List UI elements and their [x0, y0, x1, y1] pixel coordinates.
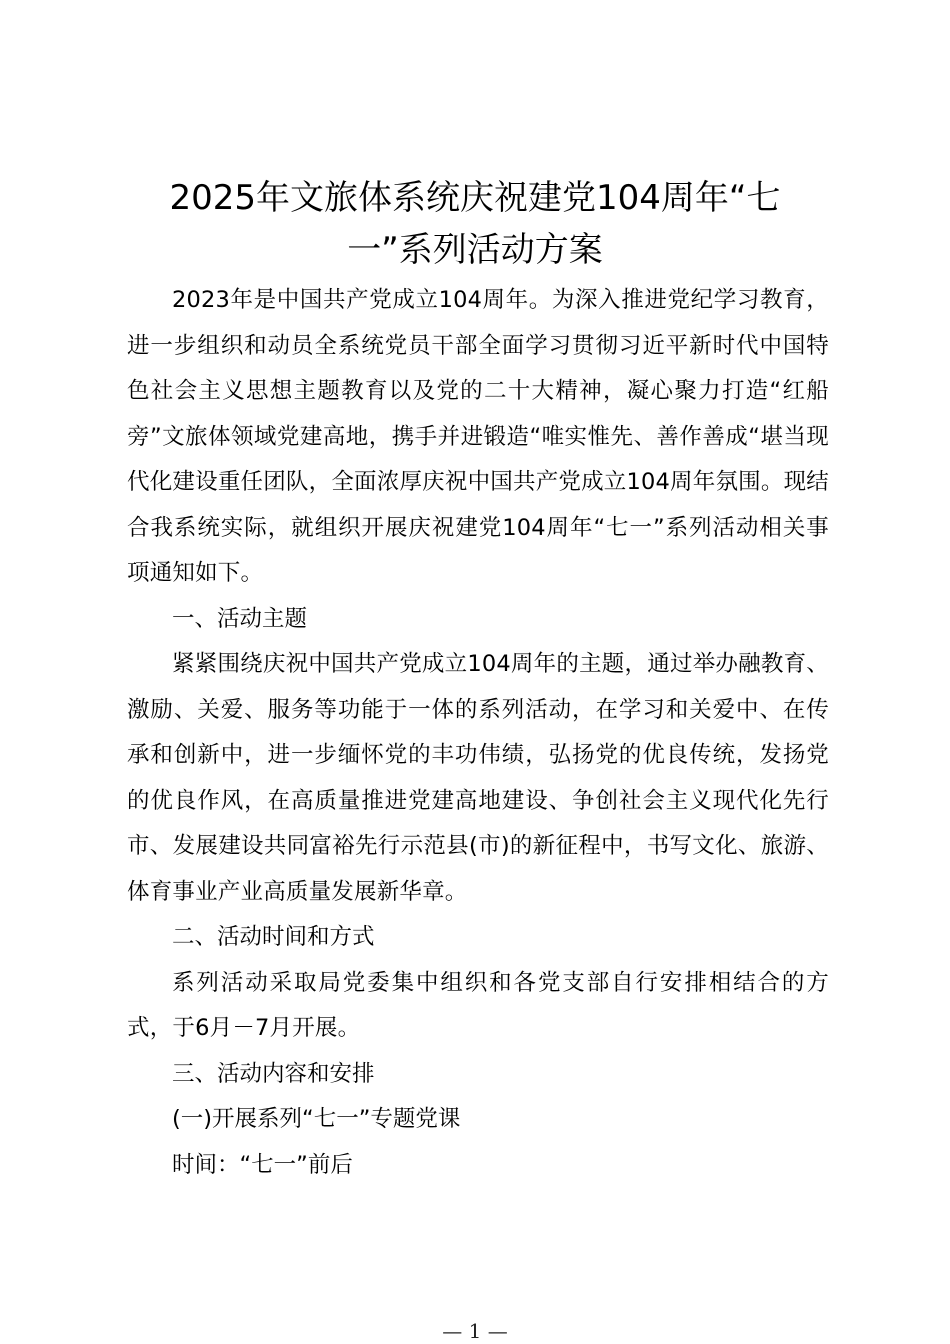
document-body	[127, 278, 829, 1188]
document-title-line2: 一”系列活动方案	[347, 230, 603, 270]
subsection1-heading: (一)开展系列“七一”专题党课	[172, 1106, 461, 1132]
section2-heading: 二、活动时间和方式	[172, 924, 375, 950]
section3-heading: 三、活动内容和安排	[172, 1060, 375, 1087]
intro-paragraph: 2023年是中国共产党成立104周年。为深入推进党纪学习教育，进一步组织和动员全系统党员干部全面学习贯彻习近平新时代中国特色社会主义思想主题教育以及党的二十大精神，凝心聚力打造“红船旁”文旅体领域党建高地，携手并进锻造“唯实惟先、善作善成“堪当现代化建设重任团队，全面浓厚庆祝中国共产党成立104周年氛围。现结合我系统实际，就组织开展庆祝建党104周年“七一”系列活动相关事项通知如下。	[127, 287, 829, 586]
subsection1-time: 时间：“七一”前后	[172, 1151, 353, 1178]
document-title	[0, 172, 950, 276]
document-title-line1: 2025年文旅体系统庆祝建党104周年“七	[169, 178, 781, 218]
section1-paragraph: 紧紧围绕庆祝中国共产党成立104周年的主题，通过举办融教育、激励、关爱、服务等功能于一体的系列活动，在学习和关爱中、在传承和创新中，进一步缅怀党的丰功伟绩，弘扬党的优良传统，发扬党的优良作风，在高质量推进党建高地建设、争创社会主义现代化先行市、发展建设共同富裕先行示范县(市)的新征程中，书写文化、旅游、体育事业产业高质量发展新华章。	[127, 651, 829, 905]
section1-heading: 一、活动主题	[172, 605, 308, 632]
page-number: — 1 —	[442, 1319, 508, 1343]
section2-paragraph: 系列活动采取局党委集中组织和各党支部自行安排相结合的方式，于6月－7月开展。	[127, 969, 829, 1041]
